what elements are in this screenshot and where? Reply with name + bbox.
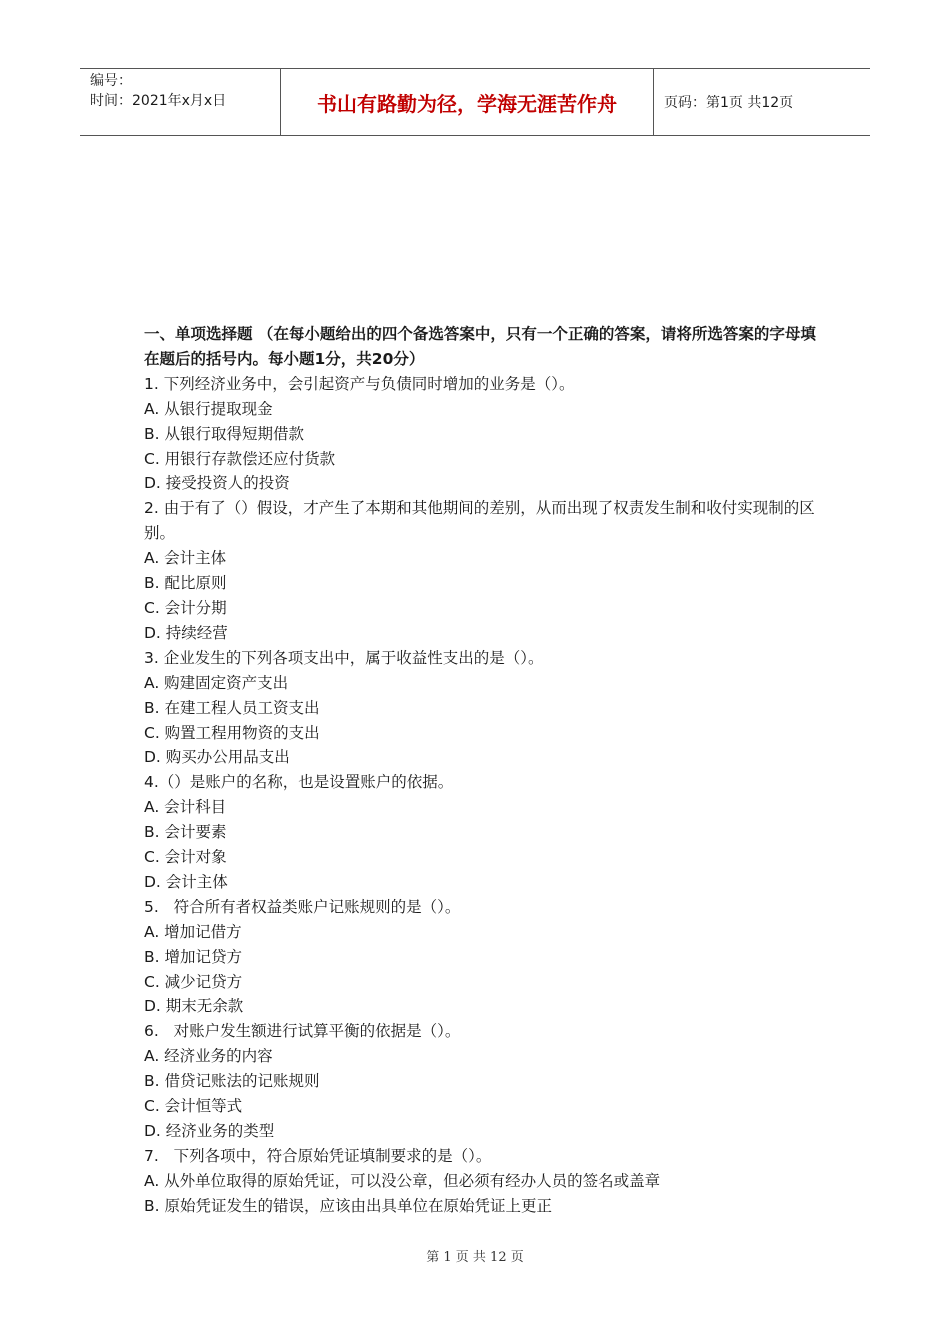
section-title: 一、单项选择题 （在每小题给出的四个备选答案中，只有一个正确的答案，请将所选答案的字母填在题后的括号内。每小题1分，共20分） <box>144 325 816 368</box>
page-footer: 第 1 页 共 12 页 <box>426 1250 524 1265</box>
question-line: 6. 对账户发生额进行试算平衡的依据是（）。 <box>144 1022 461 1041</box>
question-line: A. 从银行提取现金 <box>144 399 273 418</box>
question-line: B. 借贷记账法的记账规则 <box>144 1072 320 1091</box>
question-line: A. 从外单位取得的原始凭证，可以没公章，但必须有经办人员的签名或盖章 <box>144 1171 661 1190</box>
question-line: C. 减少记贷方 <box>144 972 243 991</box>
question-line: D. 会计主体 <box>144 872 228 891</box>
question-line: 5. 符合所有者权益类账户记账规则的是（）。 <box>144 897 461 916</box>
question-line: 1. 下列经济业务中，会引起资产与负债同时增加的业务是（）。 <box>144 374 575 393</box>
header-motto: 书山有路勤为径，学海无涯苦作舟 <box>280 69 654 135</box>
question-line: C. 用银行存款偿还应付货款 <box>144 449 336 468</box>
question-line: B. 配比原则 <box>144 574 227 593</box>
question-line: B. 会计要素 <box>144 823 227 842</box>
question-line: C. 会计对象 <box>144 848 227 867</box>
question-line: 3. 企业发生的下列各项支出中，属于收益性支出的是（）。 <box>144 648 544 667</box>
serial-label: 编号： <box>90 73 132 89</box>
question-body <box>144 322 824 1219</box>
header-meta <box>80 69 280 135</box>
question-line: B. 从银行取得短期借款 <box>144 424 304 443</box>
header-page-info: 页码：第1页 共12页 <box>664 95 794 111</box>
question-line: 4.（）是账户的名称，也是设置账户的依据。 <box>144 773 454 792</box>
date-label: 时间：2021年x月x日 <box>90 93 227 109</box>
question-line: A. 会计主体 <box>144 549 227 568</box>
question-line: D. 购买办公用品支出 <box>144 748 290 767</box>
question-line: A. 增加记借方 <box>144 922 242 941</box>
question-line: A. 购建固定资产支出 <box>144 673 289 692</box>
question-line: D. 期末无余款 <box>144 997 244 1016</box>
question-line: C. 会计恒等式 <box>144 1097 243 1116</box>
question-line: D. 经济业务的类型 <box>144 1122 275 1140</box>
question-line: D. 接受投资人的投资 <box>144 474 290 493</box>
question-line: C. 会计分期 <box>144 598 227 617</box>
question-lines <box>144 372 824 1219</box>
question-line: A. 经济业务的内容 <box>144 1047 273 1066</box>
page-header <box>80 68 870 136</box>
question-line: 2. 由于有了（）假设，才产生了本期和其他期间的差别，从而出现了权责发生制和收付实现制的区别。 <box>144 499 815 543</box>
question-line: A. 会计科目 <box>144 798 227 817</box>
question-line: 7. 下列各项中，符合原始凭证填制要求的是（）。 <box>144 1146 492 1165</box>
question-line: D. 持续经营 <box>144 623 228 642</box>
question-line: B. 在建工程人员工资支出 <box>144 698 320 717</box>
question-line: C. 购置工程用物资的支出 <box>144 723 320 742</box>
question-line: B. 增加记贷方 <box>144 947 242 966</box>
question-line: B. 原始凭证发生的错误，应该由出具单位在原始凭证上更正 <box>144 1196 552 1215</box>
